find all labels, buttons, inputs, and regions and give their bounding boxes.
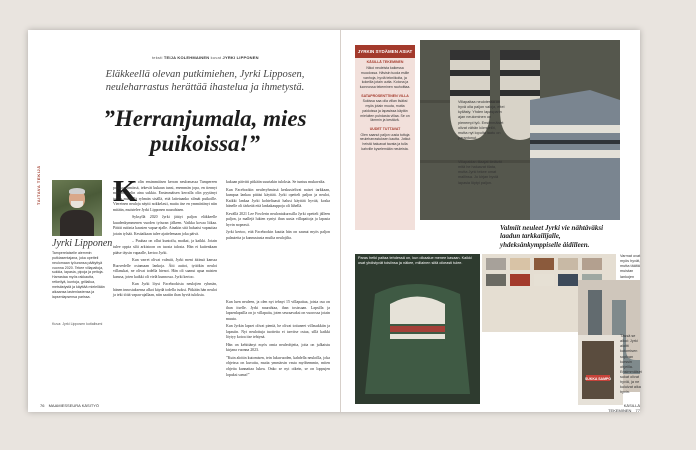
byline (152, 55, 259, 60)
byline-photo-label: kuvat (210, 55, 222, 60)
drop-cap: K (113, 173, 138, 208)
sidebar-section-text: Nikoi neuleista kaikessa muodossa. Hävisin tuoda esille vanhoja, hyviä tekniikoita, ja kokeilla jotain uutta. Kotona ja luonnossa tekeminen rauhoittaa. (359, 66, 411, 89)
sidebar-box-section (355, 125, 415, 154)
sweater-photo (355, 254, 480, 404)
body-column-1 (113, 180, 217, 301)
sidebar-section-text: Olen saanut paljon uusia tuttuja neuleharrastuksen kautta. Jotkut heistä haluavat tavata ja tulla kahville kyselemään neuleista. (359, 132, 411, 151)
body-column-3 (226, 300, 330, 380)
paragraph: – Puuhaa on ollut kuntoilu, matkat, ja kaikki. Jotain tulee oppia silti arkistoon on tuosta talosta. Hän ei kuitenkaan pääse täysin vapaalle, kertoo Jyrki. (113, 239, 217, 255)
book-photo (578, 335, 623, 405)
byline-photographer: JYRKI LIPPONEN (222, 55, 259, 60)
paragraph: Jyrki kertoo, että Facebookin kautta hän on saanut myös paljon palautetta ja kannustusta muilta neulojilta. (226, 230, 330, 240)
page-number: 76 (40, 403, 45, 408)
paragraph: Kun luen neuleen, ja olen nyt tehnyt 15 villapaitaa, joista osa on ihan itselle. Jyrki naurahtaa, ihan tosissaan. Lapsilla ja lapsenlapsilla on jo villapaita, joten seuraavaksi on vuorossa jotain muuta. (226, 300, 330, 321)
magazine-name: MAAMIESSEURA KÄSITYÖ (48, 403, 100, 408)
paragraph: Kun Jyrki löysi Facebookista neulojien ryhmän, hänen innostuksensa alkoi käydä todella isoksi. Pitkään hän neuloi ja teki töitä vapaa-ajallaan, niin saatiin ihan hyviä tuloksia. (113, 282, 217, 298)
page-number-right (600, 403, 640, 413)
mittens-photo (420, 40, 620, 220)
author-signature: Jyrki Lipponen (52, 238, 113, 249)
sidebar-box-section (355, 58, 415, 91)
sidebar-box-header: JYRKIN SYDÄMEN ASIAT (355, 45, 415, 58)
paragraph: un olin ensimmäisen kerran neulomassa Tampereen puikkoryhmässä, tekevät kukaan tunsi, enemmän jopa, en tiennyt mitään, ajelin aina sukkia. Ensimmäisen kerralla olin pyytänyt tuolla miehellä ryhmän sisällä, että laitetaanko silmät puikoille. Viereinen neuloja näytti nokkelasti, mutta itse en ymmärtänyt niin mitään, muistelee Jyrki Lipponen naurahtaen. (113, 180, 217, 212)
sweater-caption: Paras hetki paitaa tehdessä on, kun olkaalue menee kasaan. Kaikki osat yhdistyvät toisiinsa ja näkee, millainen siitä oikeasti tulee. (358, 256, 472, 266)
sidebar-section-title: KÄSILLÄ TEKEMINEN (366, 60, 404, 65)
sidebar-section-text: Sukissa saa olla villan lisäksi myös jotain muuta, mutta paidoissa ja lapasissa käytän mieluiten puhdasta villaa. Se on lämmin ja kestävä. (360, 99, 410, 123)
book-title: SUKKA SAMPO (584, 377, 612, 381)
paragraph: kukaan päivitti pitkään suurtakin tuloksia. Se tuntuu mukavalta. (226, 180, 326, 184)
author-bio: Tamperelaiselle aiemmin putkiasentajana, joka opetteli neulomaan työuransa päätyttyä vuonna 2020. Tekee villapaitoja, sukkia, lapasia, pipoja ja peitoja. Harrastaa myös rakkautta, retkeilyä, kuntoja, grillailua, metsästystä ja käyttää mielellään aikaansa lastenlastensa ja lapsenlapsensa parissa. (52, 251, 105, 299)
sidebar-box-section (355, 92, 415, 125)
paragraph: Kun varret olivat valmiit, Jyrki meni äitinsä kanssa Ruovedelle ostamaan lankoja. Äiti auttoi, tyttökin neuloi villasukat, ne olivat todella hienot. Hän oli saanut apua naisten kanssa, joten kaikki oli vielä kunnossa. Jyrki kertoo. (113, 258, 217, 279)
section-tag: TAITAVA TEKIJÄ (36, 165, 41, 205)
mittens-caption-2: Villapaidan tilaajat tietävät mitä he haluavat tilata, mutta Jyrki tekee omat mallinsa. Jo kirjan hyviä lapasia löytyi paljon. (458, 160, 502, 185)
headline: ”Herranjumala, mies puikoissa!” (103, 106, 307, 156)
page-number: 77 (635, 408, 640, 413)
author-photo (52, 180, 102, 236)
page-number-left (40, 403, 99, 408)
paragraph: Syksyllä 2020 Jyrki jäätyi paljon eläkkeelle kuudenkymmenen vuoden työuran jälkeen. Vaikka kovaa liikaa. Päätti rutiinia kausten vapaa-ajalle. Ainakin sitä haluaisi vapauttaa jotain tylsää. Kesäaikaan tulee ajattelemaan joka päivä. (113, 215, 217, 236)
sidebar-box (355, 45, 415, 230)
paragraph: Hän on kehittänyt myös omia neuleohjeita, joita on julkaistu kirjana vuonna 2023. (226, 342, 330, 353)
socks-caption: Varmat ovat myös hyvät, mutta täältä muistan lankojen (620, 254, 641, 279)
pull-quote: Valmiit neuleet Jyrki vie nähtäväksi laadun tarkkailijalle, yhdeksänkymppiselle äidilleen. (500, 224, 604, 249)
sidebar-section-title: UUDET TUTTAVAT (369, 127, 401, 132)
lede: Eläkkeellä olevan putkimiehen, Jyrki Lipposen, neuleharrastus herättää ihastelua ja ihmetystä. (105, 69, 305, 94)
sidebar-section-title: SATAPROSENTTINEN VILLA (361, 93, 409, 98)
mittens-caption: Villapaitaa neulotessa on hyvä olla paljon valoja, ettei kyllästy. Yhden lapasparin ajan neulominen on pienempi työ. Ensimmäiset olivat vähän kömpelöt, mutta nyt lopulta laatu on parantunut. (458, 100, 505, 140)
paragraph: Kun Jyrkin lapset olivat pieniä, he olivat tottuneet villasukkiin ja lapasiin. Nyt neulottuja tuotteita ei tarvitse ostaa, sillä kaikki löytyy kotoa itse tehtynä. (226, 324, 330, 340)
byline-author: TEIJA KOLEHMAINEN (163, 55, 210, 60)
paragraph: Kevällä 2021 Lee Fowlerin neulontakurssilla Jyrki opetteli jälleen paljon, ja mallejä lukien syntyi ihan uusia villapaitoja ja lapasia hyvin nopeasti. (226, 211, 330, 227)
byline-label: teksti (152, 55, 163, 60)
page-fold (340, 30, 341, 412)
photo-credit: Kuva: Jyrki Lipposen kotialbumi (52, 322, 103, 326)
paragraph: ”Kuin aloitin kutomisen, tein lukuvuoden, kahdella neuloilla, joka ohjeissa on kuvattu, mutta ymmärsin vasta myöhemmin, miten ohjeita kannattaa lukea. Onko se nyt oikein, se on loppujen lopuksi sama!” (226, 355, 330, 377)
paragraph: Kun Facebookin neuleryhmissä keskustelivat naiset tarkkaan, kumpaa lankaa pitäisi käyttää. Jyrki opetteli paljon ja neuloi, Kaikki lankaa Jyrki kohteliaasti halusi käyttää hyvää, koska hänelle oli tärkeää että lankakauppoja oli lähellä. (226, 187, 330, 209)
book-caption: Tässä se alkoi: Jyrki aloitti kutomisen sopivan kurssin ohjeilla. Ensimmäiset sukat olivat hyviä, ja ne kuluivat aika hyvin. (620, 334, 642, 395)
sweater-swatch (530, 90, 620, 220)
section-name: KÄSILLÄ TEKEMINEN (608, 403, 640, 413)
body-column-2 (226, 180, 330, 243)
